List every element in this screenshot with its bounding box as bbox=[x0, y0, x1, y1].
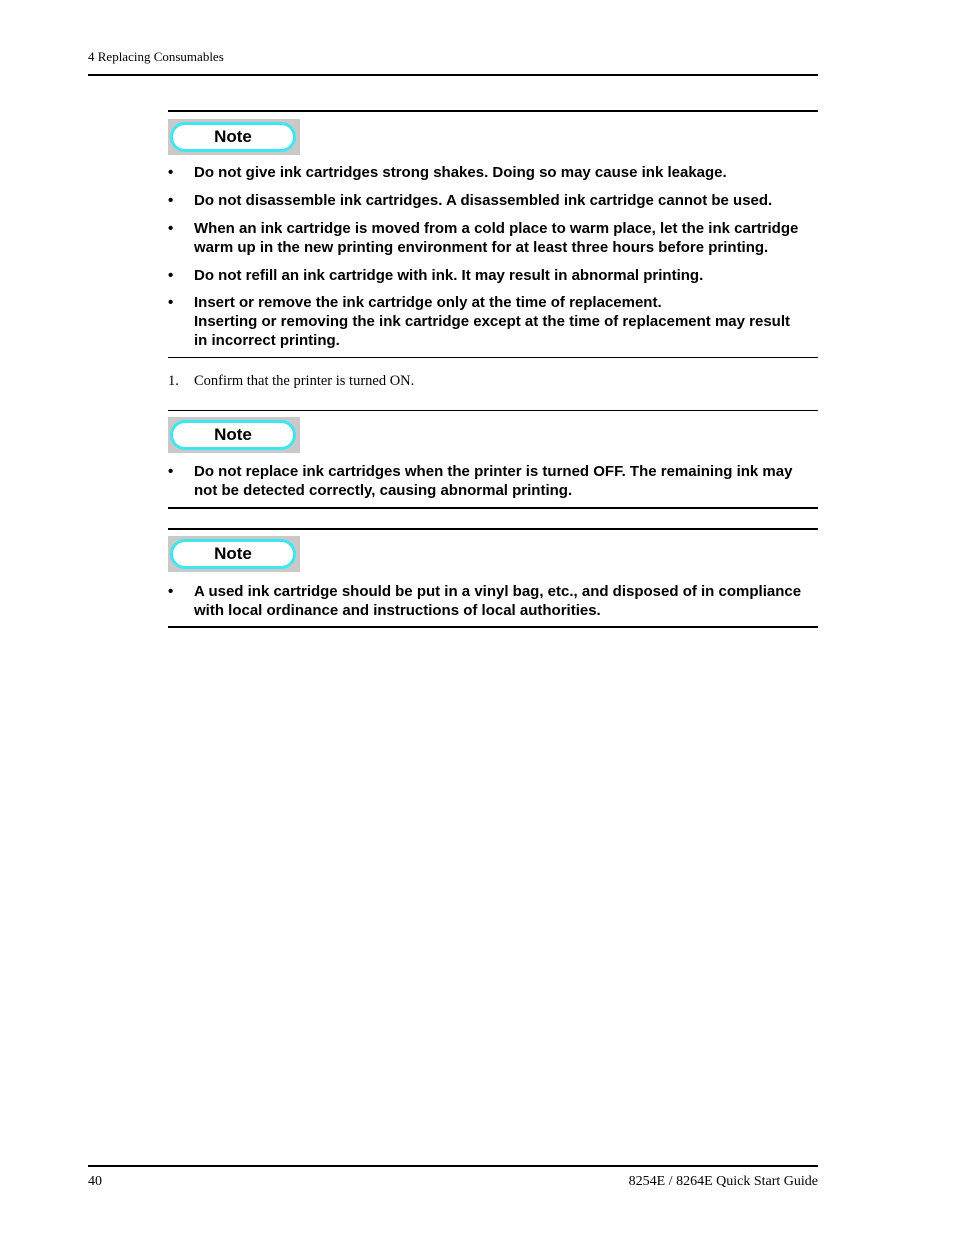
bullet-icon: • bbox=[168, 267, 174, 284]
note-top-rule bbox=[168, 410, 818, 411]
note-bottom-rule bbox=[168, 507, 818, 509]
list-item: • Do not give ink cartridges strong shakes. Doing so may cause ink leakage. bbox=[168, 164, 727, 181]
list-item: • Do not replace ink cartridges when the printer is turned OFF. The remaining ink may not be detected correctly, causing abnormal printing. bbox=[168, 463, 793, 499]
note-block-1 bbox=[168, 110, 818, 350]
note-icon: Note bbox=[170, 420, 296, 450]
bullet-icon: • bbox=[168, 192, 174, 209]
note-block-3 bbox=[168, 528, 818, 620]
note-bottom-rule bbox=[168, 626, 818, 628]
bullet-icon: • bbox=[168, 220, 174, 237]
note-list bbox=[168, 163, 818, 350]
note-icon: Note bbox=[170, 122, 296, 152]
list-item: • Insert or remove the ink cartridge only at the time of replacement. Inserting or removing the ink cartridge except at the time of replacement may result in incorrect printing. bbox=[168, 294, 791, 349]
note-block-2 bbox=[168, 410, 818, 500]
bullet-icon: • bbox=[168, 294, 174, 311]
list-item: • A used ink cartridge should be put in a vinyl bag, etc., and disposed of in compliance with local ordinance and instructions of local authorities. bbox=[168, 583, 802, 619]
step-number: 1. bbox=[168, 373, 179, 389]
running-header: 4 Replacing Consumables bbox=[88, 49, 224, 64]
note-top-rule bbox=[168, 110, 818, 112]
list-item: • Do not refill an ink cartridge with ink. It may result in abnormal printing. bbox=[168, 267, 704, 284]
list-item: • Do not disassemble ink cartridges. A disassembled ink cartridge cannot be used. bbox=[168, 192, 773, 209]
note-badge bbox=[168, 119, 300, 155]
step-text: Confirm that the printer is turned ON. bbox=[194, 373, 415, 389]
page-number: 40 bbox=[88, 1174, 102, 1189]
bullet-icon: • bbox=[168, 164, 174, 181]
note-bottom-rule bbox=[168, 357, 818, 358]
note-list bbox=[168, 582, 818, 620]
footer-rule bbox=[88, 1165, 818, 1167]
note-icon: Note bbox=[170, 539, 296, 569]
bullet-icon: • bbox=[168, 583, 174, 600]
note-list bbox=[168, 462, 818, 500]
note-badge bbox=[168, 417, 300, 453]
procedure-step bbox=[168, 373, 414, 390]
note-top-rule bbox=[168, 528, 818, 530]
list-item: • When an ink cartridge is moved from a cold place to warm place, let the ink cartridge warm up in the new printing environment for at least three hours before printing. bbox=[168, 220, 799, 256]
note-badge bbox=[168, 536, 300, 572]
guide-title: 8254E / 8264E Quick Start Guide bbox=[628, 1174, 818, 1189]
bullet-icon: • bbox=[168, 463, 174, 480]
header-rule bbox=[88, 74, 818, 76]
